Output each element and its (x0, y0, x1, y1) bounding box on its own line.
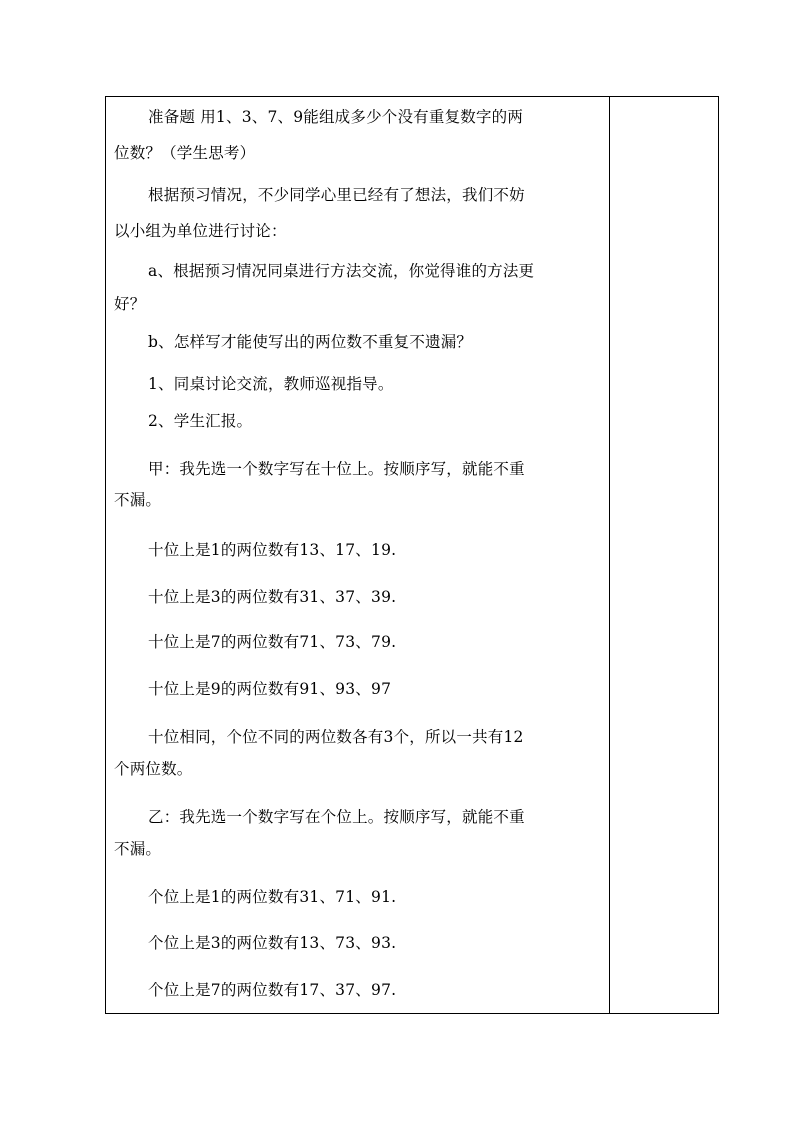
text-line: a、根据预习情况同桌进行方法交流，你觉得谁的方法更 (148, 262, 535, 280)
text-line: 好？ (114, 295, 146, 313)
text-line: 个两位数。 (114, 760, 193, 778)
text-line: 个位上是7的两位数有17、37、97. (148, 981, 397, 999)
text-line: 不漏。 (114, 491, 162, 509)
text-line: 十位上是3的两位数有31、37、39. (148, 588, 397, 606)
text-line: 以小组为单位进行讨论： (114, 222, 287, 240)
text-line: 十位上是1的两位数有13、17、19. (148, 541, 397, 559)
notes-cell (610, 97, 718, 1013)
text-line: 乙：我先选一个数字写在个位上。按顺序写，就能不重 (148, 808, 525, 826)
text-line: 位数？（学生思考） (114, 144, 256, 162)
text-line: 1、同桌讨论交流，教师巡视指导。 (148, 375, 394, 393)
text-line: 准备题 用1、3、7、9能组成多少个没有重复数字的两 (148, 108, 524, 126)
text-line: 个位上是1的两位数有31、71、91. (148, 888, 397, 906)
text-line: 十位上是9的两位数有91、93、97 (148, 680, 392, 698)
text-line: 甲：我先选一个数字写在十位上。按顺序写，就能不重 (148, 460, 525, 478)
text-line: b、怎样写才能使写出的两位数不重复不遗漏？ (148, 333, 473, 351)
text-line: 2、学生汇报。 (148, 412, 253, 430)
lesson-content-cell (106, 97, 610, 1013)
text-line: 个位上是3的两位数有13、73、93. (148, 934, 397, 952)
text-line: 不漏。 (114, 840, 162, 858)
lesson-table (105, 96, 719, 1014)
text-line: 根据预习情况，不少同学心里已经有了想法，我们不妨 (148, 186, 525, 204)
text-line: 十位上是7的两位数有71、73、79. (148, 633, 397, 651)
text-line: 十位相同，个位不同的两位数各有3个，所以一共有12 (148, 728, 524, 746)
